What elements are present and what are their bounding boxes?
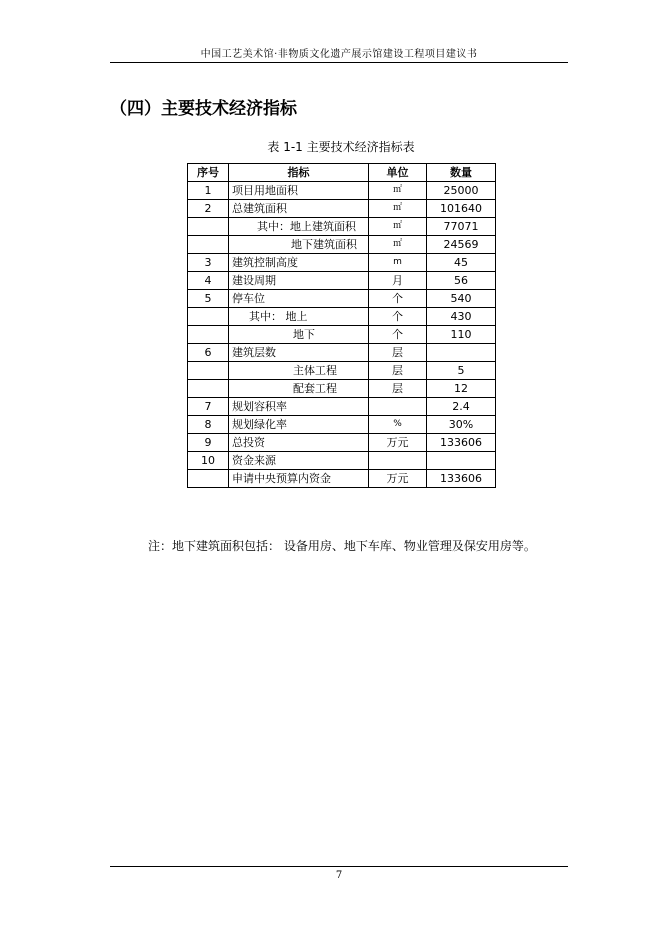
row-unit: ㎡ [369,182,427,200]
row-indicator: 地下 [229,326,369,344]
table-row [188,218,496,236]
row-value: 56 [427,272,496,290]
row-value: 25000 [427,182,496,200]
row-value: 24569 [427,236,496,254]
row-unit: 个 [369,326,427,344]
row-unit: 月 [369,272,427,290]
row-value: 2.4 [427,398,496,416]
row-indicator: 规划容积率 [229,398,369,416]
row-value [427,344,496,362]
column-header-unit: 单位 [369,164,427,182]
row-unit: ㎡ [369,200,427,218]
table-row [188,308,496,326]
table-row [188,254,496,272]
row-no: 1 [188,182,229,200]
row-indicator: 其中：地上建筑面积 [229,218,369,236]
table-row [188,398,496,416]
row-unit: 万元 [369,470,427,488]
row-indicator: 总建筑面积 [229,200,369,218]
row-unit: 层 [369,380,427,398]
row-value: 133606 [427,434,496,452]
row-unit: 个 [369,290,427,308]
row-indicator: 停车位 [229,290,369,308]
row-indicator: 其中： 地上 [229,308,369,326]
row-indicator: 建筑层数 [229,344,369,362]
row-indicator: 配套工程 [229,380,369,398]
row-indicator: 项目用地面积 [229,182,369,200]
row-no [188,218,229,236]
row-unit: ㎡ [369,236,427,254]
row-value: 30% [427,416,496,434]
row-value: 101640 [427,200,496,218]
header-title: 中国工艺美术馆·非物质文化遗产展示馆建设工程项目建议书 [200,49,478,60]
row-value: 133606 [427,470,496,488]
row-indicator: 主体工程 [229,362,369,380]
row-unit: 万元 [369,434,427,452]
row-unit: 层 [369,344,427,362]
row-unit [369,452,427,470]
row-no [188,308,229,326]
row-indicator: 总投资 [229,434,369,452]
row-value: 540 [427,290,496,308]
table-row [188,236,496,254]
spec-table [187,163,496,488]
table-row [188,290,496,308]
row-no [188,470,229,488]
row-indicator: 申请中央预算内资金 [229,470,369,488]
row-indicator: 建设周期 [229,272,369,290]
column-header-no: 序号 [188,164,229,182]
row-unit [369,398,427,416]
row-no: 7 [188,398,229,416]
row-no: 9 [188,434,229,452]
table-row [188,272,496,290]
row-indicator: 资金来源 [229,452,369,470]
column-header-indicator: 指标 [229,164,369,182]
row-unit: % [369,416,427,434]
section-title: （四）主要技术经济指标 [110,99,297,119]
header-rule [110,62,568,63]
row-no: 4 [188,272,229,290]
column-header-value: 数量 [427,164,496,182]
row-value [427,452,496,470]
row-no: 6 [188,344,229,362]
table-row [188,200,496,218]
page-number: 7 [335,870,343,881]
table-header-row [188,164,496,182]
table-row [188,380,496,398]
table-row [188,434,496,452]
table-row [188,416,496,434]
row-no [188,236,229,254]
row-value: 5 [427,362,496,380]
row-no: 10 [188,452,229,470]
table-caption: 表 1-1 主要技术经济指标表 [267,140,415,154]
row-indicator: 规划绿化率 [229,416,369,434]
row-unit: 层 [369,362,427,380]
row-no: 3 [188,254,229,272]
row-no: 8 [188,416,229,434]
row-no: 2 [188,200,229,218]
table-row [188,362,496,380]
row-value: 430 [427,308,496,326]
row-no: 5 [188,290,229,308]
row-value: 77071 [427,218,496,236]
row-unit: m [369,254,427,272]
row-unit: 个 [369,308,427,326]
table-row [188,344,496,362]
row-value: 45 [427,254,496,272]
row-no [188,362,229,380]
footer-rule [110,866,568,867]
table-row [188,452,496,470]
row-indicator: 建筑控制高度 [229,254,369,272]
row-unit: ㎡ [369,218,427,236]
row-value: 12 [427,380,496,398]
table-row [188,326,496,344]
table-row [188,182,496,200]
row-value: 110 [427,326,496,344]
row-indicator: 地下建筑面积 [229,236,369,254]
row-no [188,380,229,398]
row-no [188,326,229,344]
table-note: 注：地下建筑面积包括： 设备用房、地下车库、物业管理及保安用房等。 [148,539,536,553]
table-row [188,470,496,488]
